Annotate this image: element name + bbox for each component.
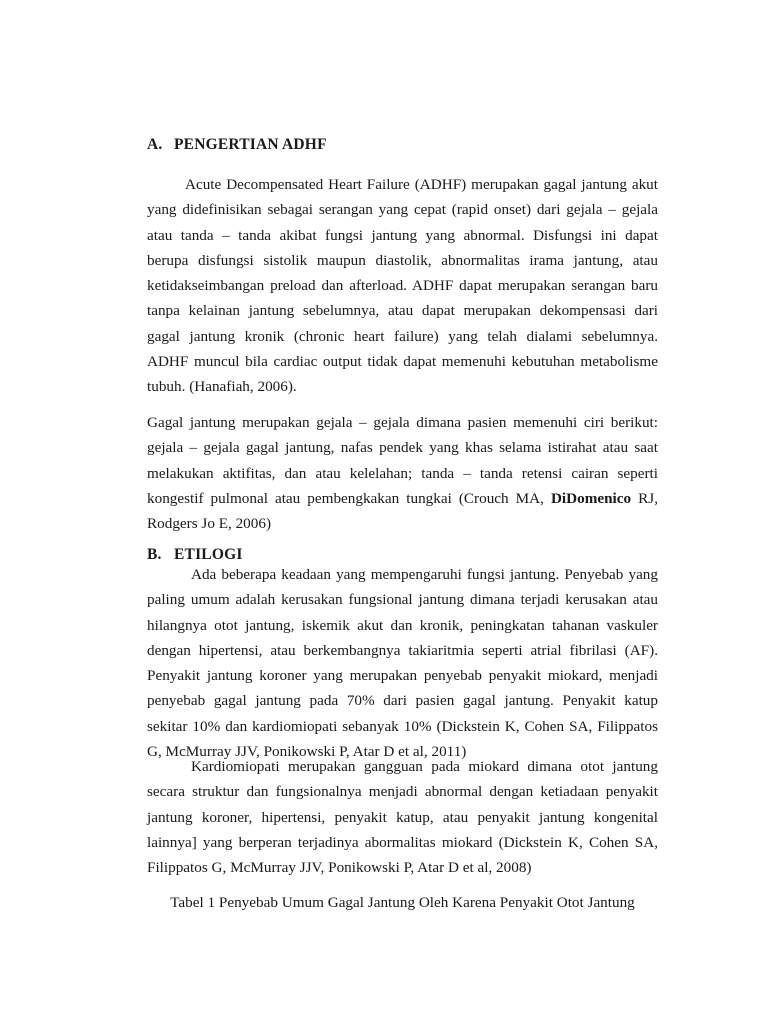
text-line: lainnya] yang berperan terjadinya abormalitas miokard (Dickstein K, Cohen SA, [147, 833, 658, 851]
text-line: dengan hipertensi, atau berkembangnya takiaritmia seperti atrial fibrilasi (AF). [147, 641, 658, 659]
section-a-paragraph-1 [147, 172, 658, 400]
table-caption: Tabel 1 Penyebab Umum Gagal Jantung Oleh Karena Penyakit Otot Jantung [170, 894, 635, 911]
text-line: Filippatos G, McMurray JJV, Ponikowski P, Atar D et al, 2008) [147, 859, 532, 877]
text-line: Penyakit jantung koroner yang merupakan penyebab penyakit miokard, menjadi [147, 667, 658, 685]
text-line: tanpa kelainan jantung sebelumnya, atau dapat merupakan dekompensasi dari [147, 302, 658, 320]
text-line: ketidakseimbangan preload dan afterload. ADHF dapat merupakan serangan baru [147, 277, 658, 295]
text-line: gagal jantung kronik (chronic heart failure) yang telah dialami sebelumnya. [147, 327, 658, 345]
text-line: paling umum adalah kerusakan fungsional jantung dimana terjadi kerusakan atau [147, 591, 658, 609]
text-line [147, 486, 658, 511]
text-run: kongestif pulmonal atau pembengkakan tungkai (Crouch MA, [147, 489, 551, 507]
text-line: secara struktur dan fungsionalnya menjadi abnormal dengan ketiadaan penyakit [147, 783, 658, 801]
section-a-title: PENGERTIAN ADHF [174, 136, 327, 153]
text-line: atau tanda – tanda akibat fungsi jantung yang abnormal. Disfungsi ini dapat [147, 226, 658, 244]
text-line: jantung koroner, hipertensi, penyakit katup, atau penyakit jantung kongenital [147, 808, 658, 826]
text-line: G, McMurray JJV, Ponikowski P, Atar D et al, 2011) [147, 743, 467, 761]
text-line: Kardiomiopati merupakan gangguan pada miokard dimana otot jantung [191, 758, 658, 775]
text-line: sekitar 10% dan kardiomiopati sebanyak 10% (Dickstein K, Cohen SA, Filippatos [147, 717, 658, 735]
text-line: Ada beberapa keadaan yang mempengaruhi fungsi jantung. Penyebab yang [191, 566, 658, 583]
text-line: penyebab gagal jantung pada 70% dari pasien gagal jantung. Penyakit katup [147, 692, 658, 710]
text-line: Acute Decompensated Heart Failure (ADHF) merupakan gagal jantung akut [185, 176, 658, 193]
text-run: RJ, [631, 489, 658, 507]
bold-author-name: DiDomenico [550, 489, 632, 507]
section-b-paragraph-2 [147, 754, 658, 880]
text-line: tubuh. (Hanafiah, 2006). [147, 378, 297, 396]
section-a-heading [147, 136, 327, 154]
section-a-paragraph-2 [147, 410, 658, 536]
text-line: ADHF muncul bila cardiac output tidak dapat memenuhi kebutuhan metabolisme [147, 353, 658, 371]
text-line: Gagal jantung merupakan gejala – gejala dimana pasien memenuhi ciri berikut: [147, 414, 658, 431]
section-b-title: ETILOGI [174, 546, 243, 563]
text-line: melakukan aktifitas, dan atau kelelahan; tanda – tanda retensi cairan seperti [147, 464, 658, 482]
text-line: hilangnya otot jantung, iskemik akut dan kronik, peningkatan tahanan vaskuler [147, 616, 658, 634]
text-line: Rodgers Jo E, 2006) [147, 515, 272, 533]
text-line: gejala – gejala gagal jantung, nafas pendek yang khas selama istirahat atau saat [147, 439, 658, 457]
text-line: yang didefinisikan sebagai serangan yang cepat (rapid onset) dari gejala – gejala [147, 201, 658, 219]
text-line: berupa disfungsi sistolik maupun diastolik, abnormalitas irama jantung, atau [147, 251, 658, 269]
section-a-number: A. [147, 136, 163, 153]
section-b-paragraph-1 [147, 562, 658, 764]
section-b-number: B. [147, 546, 162, 563]
